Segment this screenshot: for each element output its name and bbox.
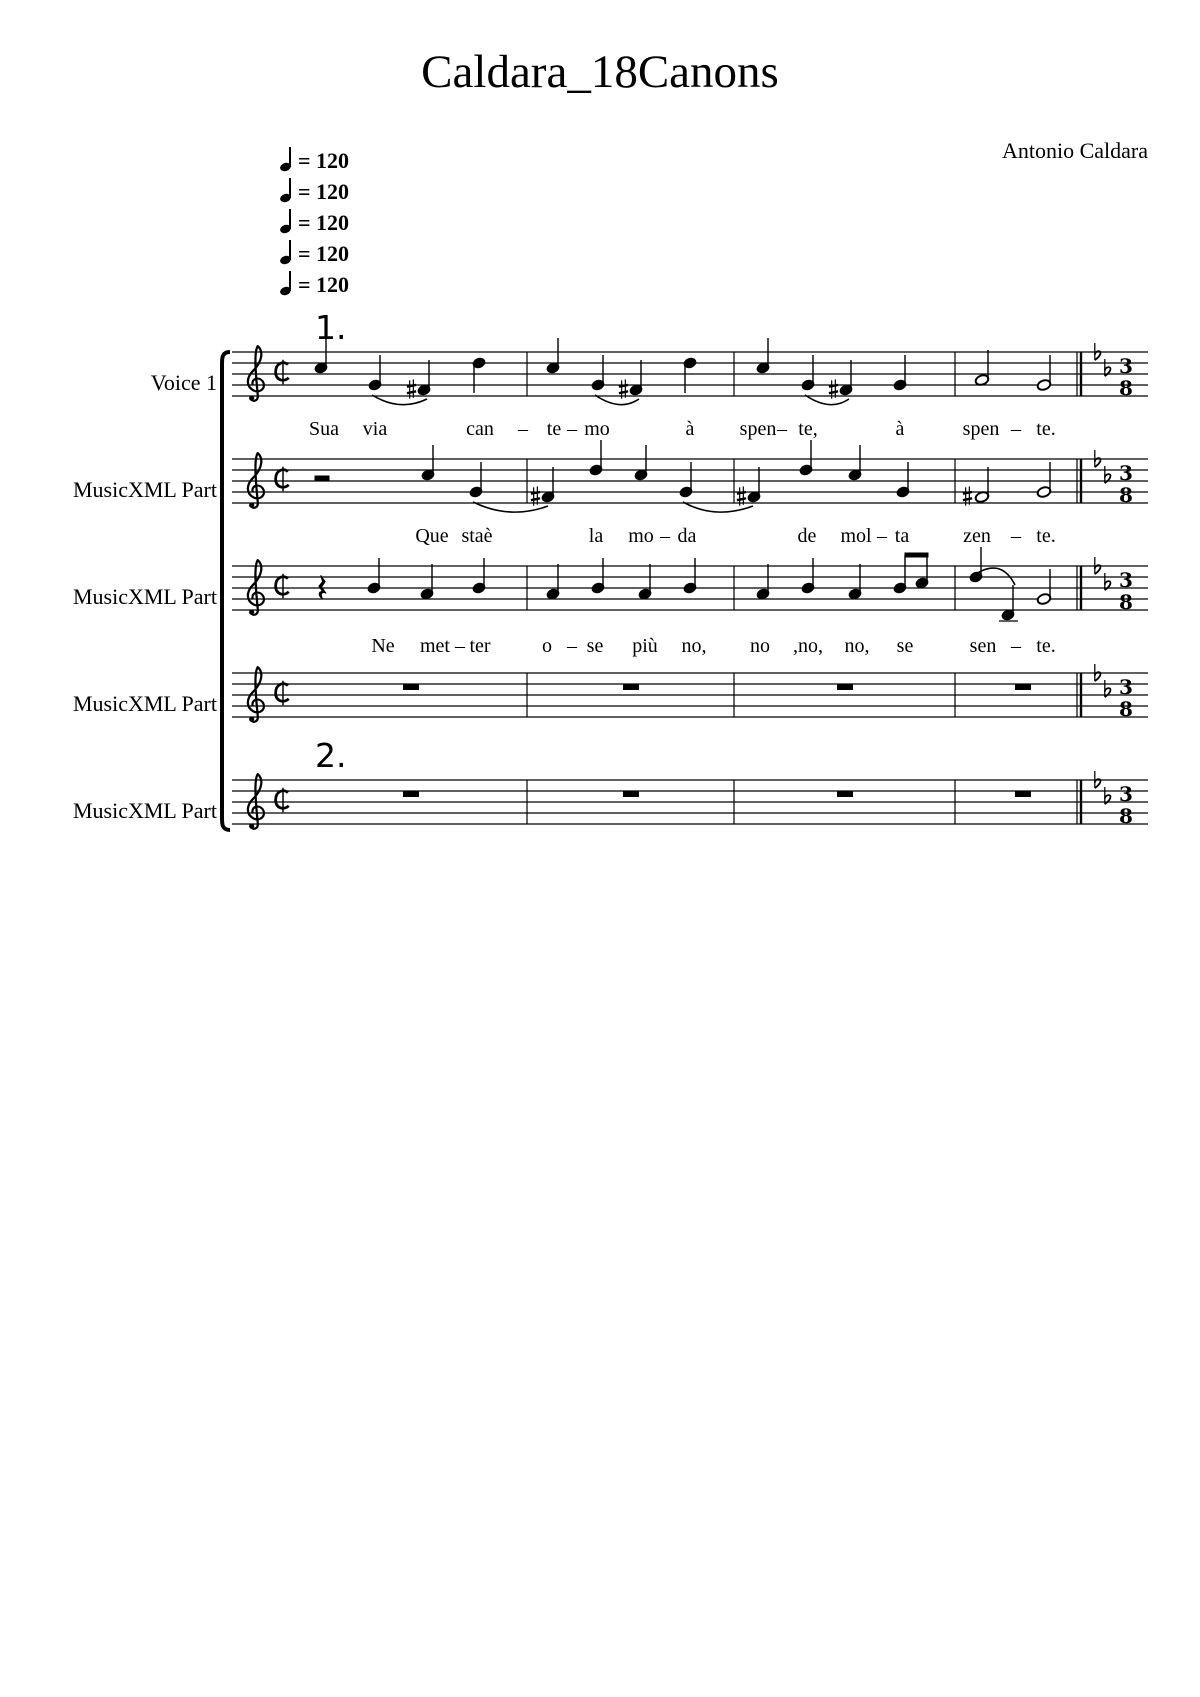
lyric-syllable: de: [797, 525, 817, 547]
lyric-syllable: te.: [1036, 525, 1056, 547]
lyric-syllable: spen: [962, 418, 1000, 440]
lyric-syllable: spen: [739, 418, 777, 440]
lyric-hyphen: –: [518, 418, 528, 440]
lyric-hyphen: –: [567, 418, 577, 440]
lyric-syllable: no,: [844, 635, 870, 657]
rests-staff-4: [403, 684, 1031, 690]
lyric-syllable: ,no,: [793, 635, 823, 657]
lyric-syllable: mo: [628, 525, 654, 547]
part-name: MusicXML Part: [72, 691, 217, 716]
staff-2: [232, 459, 1148, 503]
section-number: 2.: [315, 736, 347, 775]
lyric-syllable: o: [542, 635, 552, 657]
lyric-syllable: più: [632, 635, 658, 657]
lyric-hyphen: –: [1011, 525, 1021, 547]
lyric-hyphen: –: [777, 418, 787, 440]
time-sig-3: 3: [1119, 568, 1133, 592]
lyric-hyphen: –: [1011, 418, 1021, 440]
part-name: MusicXML Part: [72, 798, 217, 823]
lyric-syllable: da: [677, 525, 697, 547]
time-sig-3: 3: [1119, 782, 1133, 806]
time-sig-8: 8: [1119, 590, 1133, 614]
lyric-syllable: se: [896, 635, 914, 657]
staff-5: [232, 780, 1148, 824]
staff-4: [232, 673, 1148, 717]
lyric-syllable: te.: [1036, 418, 1056, 440]
section-number: 1.: [315, 308, 347, 347]
lyric-syllable: ta: [894, 525, 910, 547]
lyric-syllable: via: [362, 418, 388, 440]
tempo-marking: = 120: [280, 241, 349, 267]
lyric-hyphen: –: [1011, 635, 1021, 657]
lyric-hyphen: –: [877, 525, 887, 547]
time-sig-3: 3: [1119, 354, 1133, 378]
time-sig-3: 3: [1119, 461, 1133, 485]
part-name: Voice 1: [150, 370, 217, 395]
lyric-syllable: mo: [584, 418, 610, 440]
lyric-syllable: sen: [969, 635, 997, 657]
half-rest: [315, 476, 329, 481]
lyric-syllable: Que: [415, 525, 449, 547]
time-sig-8: 8: [1119, 697, 1133, 721]
lyric-syllable: no: [750, 635, 770, 657]
time-sig-8: 8: [1119, 483, 1133, 507]
part-name: MusicXML Part: [72, 477, 217, 502]
time-sig-3: 3: [1119, 675, 1133, 699]
lyric-hyphen: –: [455, 635, 465, 657]
tempo-marking: = 120: [280, 179, 349, 205]
lyric-hyphen: –: [567, 635, 577, 657]
part-name: MusicXML Part: [72, 584, 217, 609]
lyric-syllable: staè: [461, 525, 493, 547]
page-title: Caldara_18Canons: [421, 46, 779, 98]
tempo-marking: = 120: [280, 210, 349, 236]
lyric-syllable: can: [466, 418, 494, 440]
lyric-syllable: no,: [681, 635, 707, 657]
lyric-hyphen: –: [660, 525, 670, 547]
lyric-syllable: à: [895, 418, 905, 440]
lyric-syllable: la: [588, 525, 604, 547]
composer: Antonio Caldara: [1001, 138, 1148, 163]
system-bracket: [222, 352, 230, 830]
time-sig-8: 8: [1119, 804, 1133, 828]
lyric-syllable: te: [546, 418, 562, 440]
tempo-marking: = 120: [280, 272, 349, 298]
lyric-syllable: mol: [840, 525, 872, 547]
lyric-syllable: te,: [798, 418, 818, 440]
lyric-syllable: Sua: [309, 418, 339, 440]
lyric-syllable: ter: [469, 635, 491, 657]
lyric-syllable: te.: [1036, 635, 1056, 657]
notes-staff-2: [315, 440, 1052, 512]
notes-staff-1: [314, 338, 1052, 405]
rests-staff-5: [403, 791, 1031, 797]
lyric-syllable: Ne: [371, 635, 395, 657]
lyric-syllable: à: [685, 418, 695, 440]
lyric-syllable: met: [420, 635, 450, 657]
tempo-marking: = 120: [280, 148, 349, 174]
lyric-syllable: se: [586, 635, 604, 657]
lyric-syllable: zen: [963, 525, 991, 547]
time-sig-8: 8: [1119, 376, 1133, 400]
